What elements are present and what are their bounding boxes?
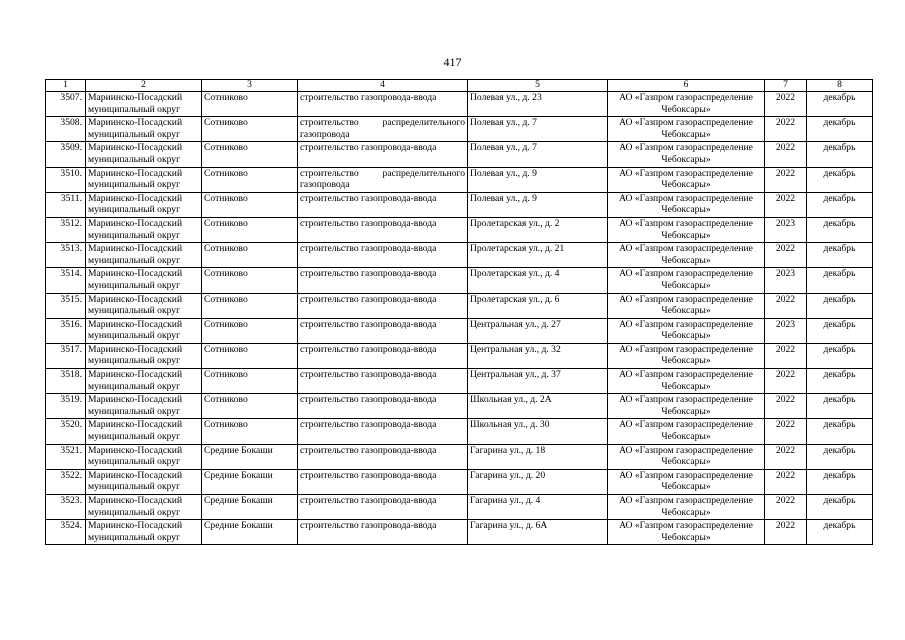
work-type-line: строительство газопровода-ввода [300,419,437,431]
table-body [46,92,873,545]
year-cell: 2022 [765,293,807,318]
work-type-line: строительство газопровода-ввода [300,469,437,481]
month-cell: декабрь [807,92,873,117]
settlement-cell: Сотниково [202,318,298,343]
year-cell: 2022 [765,167,807,192]
address-cell: Центральная ул., д. 32 [468,343,608,368]
row-number-cell: 3518. [46,369,86,394]
district-line: муниципальный округ [88,506,181,518]
organization-line: АО «Газпром газораспределение [619,192,753,204]
organization-line: АО «Газпром газораспределение [619,495,753,506]
district-line: муниципальный округ [88,229,181,241]
district-line: муниципальный округ [88,305,181,317]
table-row [46,142,873,167]
work-type-cell [298,394,468,419]
work-type-line: строительство газопровода-ввода [300,268,437,280]
work-type-cell [298,369,468,394]
row-number-cell: 3520. [46,419,86,444]
row-number-cell: 3513. [46,243,86,268]
work-type-line: строительство газопровода-ввода [300,192,437,204]
row-number-cell: 3521. [46,444,86,469]
column-header: 7 [765,80,807,92]
district-line: муниципальный округ [88,128,181,140]
address-cell: Пролетарская ул., д. 2 [468,217,608,242]
table-row [46,495,873,520]
settlement-cell: Средние Бокаши [202,495,298,520]
organization-cell [608,217,765,242]
organization-line: АО «Газпром газораспределение [619,268,753,280]
district-cell [86,268,202,293]
year-cell: 2022 [765,92,807,117]
table-row [46,369,873,394]
work-type-cell [298,217,468,242]
organization-cell [608,243,765,268]
organization-cell [608,117,765,142]
address-cell: Центральная ул., д. 27 [468,318,608,343]
year-cell: 2022 [765,117,807,142]
district-cell [86,469,202,494]
work-type-cell [298,92,468,117]
work-type-line: строительство газопровода-ввода [300,444,437,456]
month-cell: декабрь [807,520,873,545]
organization-line: АО «Газпром газораспределение [619,469,753,481]
work-type-cell [298,117,468,142]
work-type-line: строительство распределительного [300,167,465,179]
month-cell: декабрь [807,192,873,217]
organization-cell [608,419,765,444]
row-number-cell: 3516. [46,318,86,343]
district-cell [86,192,202,217]
row-number-cell: 3511. [46,192,86,217]
organization-cell [608,369,765,394]
address-cell: Школьная ул., д. 2А [468,394,608,419]
month-cell: декабрь [807,318,873,343]
settlement-cell: Средние Бокаши [202,520,298,545]
month-cell: декабрь [807,444,873,469]
district-line: Мариинско-Посадский [88,343,183,355]
organization-line: Чебоксары» [661,481,711,493]
settlement-cell: Средние Бокаши [202,444,298,469]
month-cell: декабрь [807,343,873,368]
table-row [46,419,873,444]
row-number-cell: 3508. [46,117,86,142]
work-type-cell [298,343,468,368]
work-type-line: строительство газопровода-ввода [300,318,437,330]
address-cell: Гагарина ул., д. 20 [468,469,608,494]
work-type-line: строительство газопровода-ввода [300,495,437,506]
organization-line: Чебоксары» [661,305,711,317]
organization-cell [608,469,765,494]
work-type-line: строительство газопровода-ввода [300,343,437,355]
table-row [46,243,873,268]
district-cell [86,444,202,469]
work-type-cell [298,495,468,520]
district-cell [86,495,202,520]
organization-line: АО «Газпром газораспределение [619,243,753,255]
organization-cell [608,343,765,368]
work-type-cell [298,318,468,343]
settlement-cell: Сотниково [202,268,298,293]
district-line: Мариинско-Посадский [88,369,183,381]
month-cell: декабрь [807,117,873,142]
organization-line: Чебоксары» [661,179,711,191]
organization-line: АО «Газпром газораспределение [619,343,753,355]
table-row [46,268,873,293]
settlement-cell: Сотниково [202,369,298,394]
year-cell: 2023 [765,268,807,293]
organization-cell [608,318,765,343]
month-cell: декабрь [807,394,873,419]
district-line: Мариинско-Посадский [88,394,183,406]
organization-line: Чебоксары» [661,254,711,266]
district-line: Мариинско-Посадский [88,268,183,280]
address-cell: Центральная ул., д. 37 [468,369,608,394]
row-number-cell: 3515. [46,293,86,318]
month-cell: декабрь [807,142,873,167]
organization-cell [608,293,765,318]
settlement-cell: Сотниково [202,343,298,368]
month-cell: декабрь [807,293,873,318]
work-type-line: строительство распределительного [300,117,465,129]
settlement-cell: Сотниково [202,167,298,192]
district-line: муниципальный округ [88,254,181,266]
organization-cell [608,444,765,469]
row-number-cell: 3514. [46,268,86,293]
page-number: 417 [443,55,462,69]
organization-cell [608,520,765,545]
organization-line: Чебоксары» [661,103,711,115]
month-cell: декабрь [807,469,873,494]
organization-cell [608,495,765,520]
district-cell [86,92,202,117]
row-number-cell: 3519. [46,394,86,419]
year-cell: 2022 [765,192,807,217]
row-number-cell: 3509. [46,142,86,167]
settlement-cell: Сотниково [202,243,298,268]
organization-line: АО «Газпром газораспределение [619,117,753,129]
district-line: муниципальный округ [88,204,181,216]
work-type-line: строительство газопровода-ввода [300,369,437,381]
table-row [46,92,873,117]
organization-cell [608,167,765,192]
organization-line: Чебоксары» [661,229,711,241]
organization-line: АО «Газпром газораспределение [619,167,753,179]
address-cell: Гагарина ул., д. 6А [468,520,608,545]
table-row [46,444,873,469]
district-cell [86,318,202,343]
district-line: Мариинско-Посадский [88,167,183,179]
district-line: муниципальный округ [88,531,181,543]
address-cell: Пролетарская ул., д. 6 [468,293,608,318]
organization-line: АО «Газпром газораспределение [619,444,753,456]
column-header: 2 [86,80,202,92]
district-cell [86,117,202,142]
district-cell [86,369,202,394]
work-type-cell [298,167,468,192]
settlement-cell: Сотниково [202,217,298,242]
table-row [46,469,873,494]
year-cell: 2022 [765,444,807,469]
table-row [46,343,873,368]
table-row [46,167,873,192]
district-line: муниципальный округ [88,456,181,468]
district-cell [86,243,202,268]
month-cell: декабрь [807,243,873,268]
district-line: Мариинско-Посадский [88,419,183,431]
district-line: Мариинско-Посадский [88,192,183,204]
organization-line: АО «Газпром газораспределение [619,293,753,305]
row-number-cell: 3523. [46,495,86,520]
organization-line: АО «Газпром газораспределение [619,318,753,330]
address-cell: Полевая ул., д. 7 [468,117,608,142]
year-cell: 2022 [765,394,807,419]
organization-line: Чебоксары» [661,431,711,443]
work-type-cell [298,293,468,318]
organization-cell [608,92,765,117]
month-cell: декабрь [807,495,873,520]
column-header: 3 [202,80,298,92]
district-line: Мариинско-Посадский [88,92,183,103]
district-line: Мариинско-Посадский [88,217,183,229]
work-type-cell [298,142,468,167]
district-line: Мариинско-Посадский [88,243,183,255]
district-line: муниципальный округ [88,153,181,165]
settlement-cell: Сотниково [202,293,298,318]
organization-cell [608,142,765,167]
organization-line: Чебоксары» [661,204,711,216]
year-cell: 2023 [765,217,807,242]
work-type-cell [298,520,468,545]
organization-line: Чебоксары» [661,405,711,417]
year-cell: 2022 [765,520,807,545]
organization-line: Чебоксары» [661,456,711,468]
address-cell: Полевая ул., д. 7 [468,142,608,167]
year-cell: 2022 [765,419,807,444]
month-cell: декабрь [807,268,873,293]
district-cell [86,520,202,545]
organization-line: Чебоксары» [661,279,711,291]
row-number-cell: 3507. [46,92,86,117]
work-type-cell [298,268,468,293]
settlement-cell: Средние Бокаши [202,469,298,494]
district-cell [86,419,202,444]
district-line: Мариинско-Посадский [88,495,183,506]
table-row [46,117,873,142]
organization-line: АО «Газпром газораспределение [619,142,753,154]
work-type-line: строительство газопровода-ввода [300,243,437,255]
organization-line: Чебоксары» [661,531,711,543]
address-cell: Полевая ул., д. 9 [468,167,608,192]
district-line: Мариинско-Посадский [88,444,183,456]
organization-line: АО «Газпром газораспределение [619,217,753,229]
district-line: муниципальный округ [88,380,181,392]
address-cell: Пролетарская ул., д. 4 [468,268,608,293]
work-type-cell [298,469,468,494]
work-type-cell [298,192,468,217]
district-line: муниципальный округ [88,355,181,367]
organization-line: АО «Газпром газораспределение [619,394,753,406]
year-cell: 2022 [765,142,807,167]
table-row [46,293,873,318]
month-cell: декабрь [807,369,873,394]
address-cell: Школьная ул., д. 30 [468,419,608,444]
year-cell: 2022 [765,369,807,394]
organization-line: АО «Газпром газораспределение [619,92,753,103]
district-line: муниципальный округ [88,405,181,417]
organization-line: Чебоксары» [661,355,711,367]
row-number-cell: 3510. [46,167,86,192]
district-line: Мариинско-Посадский [88,469,183,481]
work-type-line: газопровода [300,128,350,140]
row-number-cell: 3524. [46,520,86,545]
header-row [46,80,873,92]
district-cell [86,142,202,167]
month-cell: декабрь [807,167,873,192]
district-line: Мариинско-Посадский [88,117,183,129]
organization-line: Чебоксары» [661,128,711,140]
district-cell [86,293,202,318]
gas-supply-table [45,79,873,545]
year-cell: 2022 [765,469,807,494]
year-cell: 2022 [765,495,807,520]
district-line: муниципальный округ [88,179,181,191]
column-header: 8 [807,80,873,92]
organization-cell [608,268,765,293]
organization-line: Чебоксары» [661,506,711,518]
table-row [46,318,873,343]
month-cell: декабрь [807,217,873,242]
address-cell: Гагарина ул., д. 18 [468,444,608,469]
settlement-cell: Сотниково [202,394,298,419]
address-cell: Пролетарская ул., д. 21 [468,243,608,268]
settlement-cell: Сотниково [202,192,298,217]
settlement-cell: Сотниково [202,419,298,444]
column-header: 4 [298,80,468,92]
year-cell: 2022 [765,243,807,268]
table-row [46,192,873,217]
row-number-cell: 3517. [46,343,86,368]
row-number-cell: 3512. [46,217,86,242]
district-cell [86,167,202,192]
work-type-line: строительство газопровода-ввода [300,217,437,229]
work-type-line: строительство газопровода-ввода [300,293,437,305]
district-line: Мариинско-Посадский [88,293,183,305]
year-cell: 2022 [765,343,807,368]
district-cell [86,394,202,419]
district-line: муниципальный округ [88,279,181,291]
work-type-cell [298,243,468,268]
work-type-line: газопровода [300,179,350,191]
work-type-line: строительство газопровода-ввода [300,142,437,154]
column-header: 6 [608,80,765,92]
district-line: муниципальный округ [88,103,181,115]
table-row [46,394,873,419]
organization-cell [608,192,765,217]
column-header: 5 [468,80,608,92]
organization-line: Чебоксары» [661,330,711,342]
table-row [46,520,873,545]
address-cell: Гагарина ул., д. 4 [468,495,608,520]
district-line: муниципальный округ [88,330,181,342]
work-type-line: строительство газопровода-ввода [300,92,437,103]
organization-line: Чебоксары» [661,380,711,392]
settlement-cell: Сотниково [202,92,298,117]
work-type-cell [298,419,468,444]
district-line: муниципальный округ [88,481,181,493]
row-number-cell: 3522. [46,469,86,494]
table-row [46,217,873,242]
district-cell [86,343,202,368]
organization-line: Чебоксары» [661,153,711,165]
district-line: муниципальный округ [88,431,181,443]
district-cell [86,217,202,242]
settlement-cell: Сотниково [202,117,298,142]
organization-line: АО «Газпром газораспределение [619,520,753,532]
address-cell: Полевая ул., д. 9 [468,192,608,217]
organization-line: АО «Газпром газораспределение [619,419,753,431]
month-cell: декабрь [807,419,873,444]
district-line: Мариинско-Посадский [88,142,183,154]
district-line: Мариинско-Посадский [88,318,183,330]
district-line: Мариинско-Посадский [88,520,183,532]
organization-line: АО «Газпром газораспределение [619,369,753,381]
year-cell: 2023 [765,318,807,343]
column-header: 1 [46,80,86,92]
settlement-cell: Сотниково [202,142,298,167]
organization-cell [608,394,765,419]
work-type-line: строительство газопровода-ввода [300,520,437,532]
work-type-cell [298,444,468,469]
address-cell: Полевая ул., д. 23 [468,92,608,117]
work-type-line: строительство газопровода-ввода [300,394,437,406]
